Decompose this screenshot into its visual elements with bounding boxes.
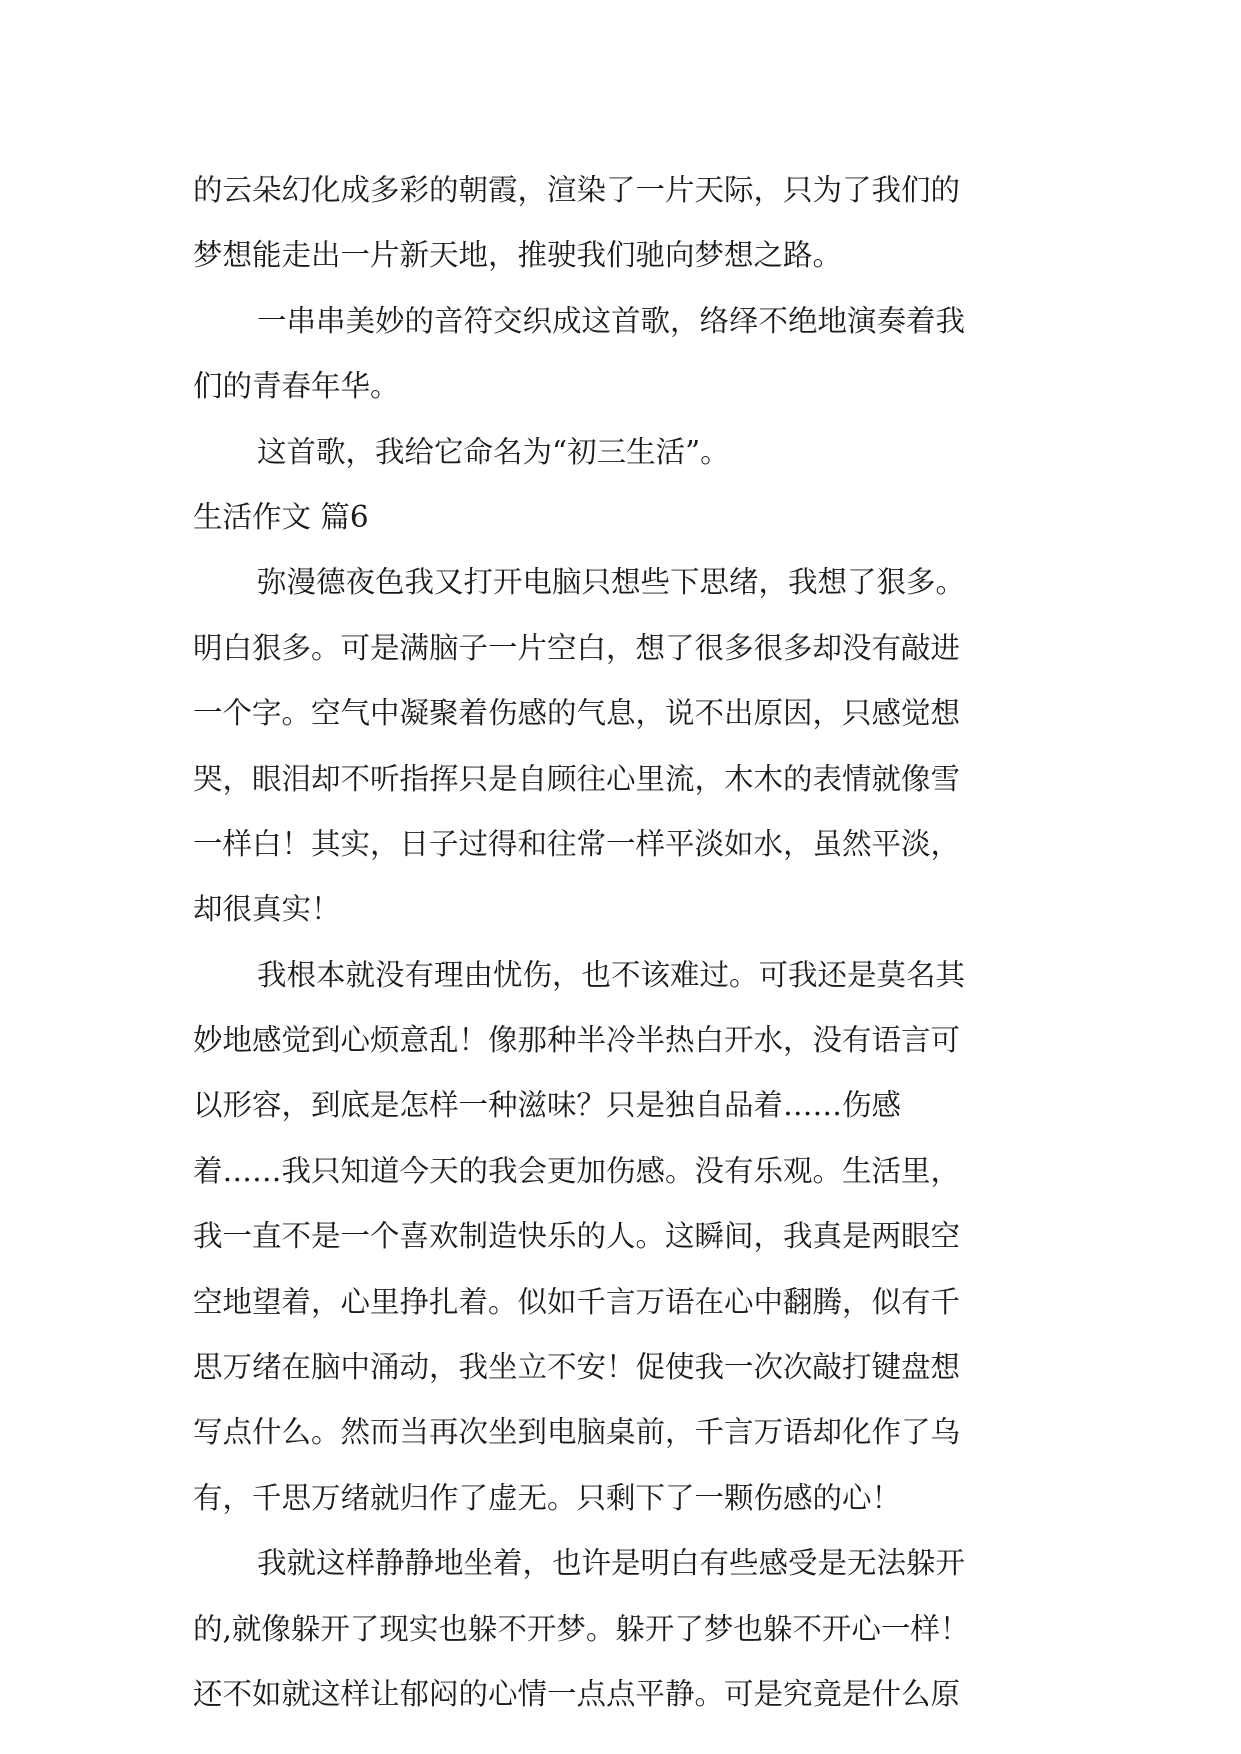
text-line: 哭，眼泪却不听指挥只是自顾往心里流，木木的表情就像雪 [193, 761, 961, 796]
text-line: 有，千思万绪就归作了虚无。只剩下了一颗伤感的心！ [193, 1480, 902, 1515]
text-line: 却很真实！ [193, 892, 341, 927]
text-line: 一样白！其实，日子过得和往常一样平淡如水，虽然平淡， [193, 826, 961, 861]
text-line: 明白狠多。可是满脑子一片空白，想了很多很多却没有敲进 [193, 630, 961, 665]
text-line: 妙地感觉到心烦意乱！像那种半冷半热白开水，没有语言可 [193, 1023, 961, 1058]
text-line: 一个字。空气中凝聚着伤感的气息，说不出原因，只感觉想 [193, 696, 961, 731]
document-body [193, 158, 1058, 1727]
text-line: 空地望着，心里挣扎着。似如千言万语在心中翻腾，似有千 [193, 1284, 961, 1319]
text-line: 我一直不是一个喜欢制造快乐的人。这瞬间，我真是两眼空 [193, 1219, 961, 1254]
text-line: 们的青春年华。 [193, 369, 400, 404]
text-line: 一串串美妙的音符交织成这首歌，络绎不绝地演奏着我 [257, 303, 966, 338]
text-line: 着……我只知道今天的我会更加伤感。没有乐观。生活里， [193, 1153, 961, 1188]
section-heading: 生活作文 篇6 [193, 499, 369, 534]
text-line: 的云朵幻化成多彩的朝霞，渲染了一片天际，只为了我们的 [193, 173, 961, 207]
text-line: 写点什么。然而当再次坐到电脑桌前，千言万语却化作了乌 [193, 1415, 961, 1450]
text-line: 还不如就这样让郁闷的心情一点点平静。可是究竟是什么原 [193, 1676, 961, 1711]
text-line: 我就这样静静地坐着，也许是明白有些感受是无法躲开 [257, 1546, 966, 1581]
text-line: 这首歌，我给它命名为“初三生活”。 [257, 434, 730, 469]
text-line: 梦想能走出一片新天地，推驶我们驰向梦想之路。 [193, 238, 843, 273]
text-line: 我根本就没有理由忧伤，也不该难过。可我还是莫名其 [257, 957, 966, 992]
text-line: 弥漫德夜色我又打开电脑只想些下思绪，我想了狠多。 [257, 565, 966, 600]
text-line: 的,就像躲开了现实也躲不开梦。躲开了梦也躲不开心一样！ [193, 1611, 970, 1646]
text-line: 以形容，到底是怎样一种滋味？只是独自品着……伤感 [193, 1088, 902, 1123]
text-line: 思万绪在脑中涌动，我坐立不安！促使我一次次敲打键盘想 [193, 1350, 961, 1385]
